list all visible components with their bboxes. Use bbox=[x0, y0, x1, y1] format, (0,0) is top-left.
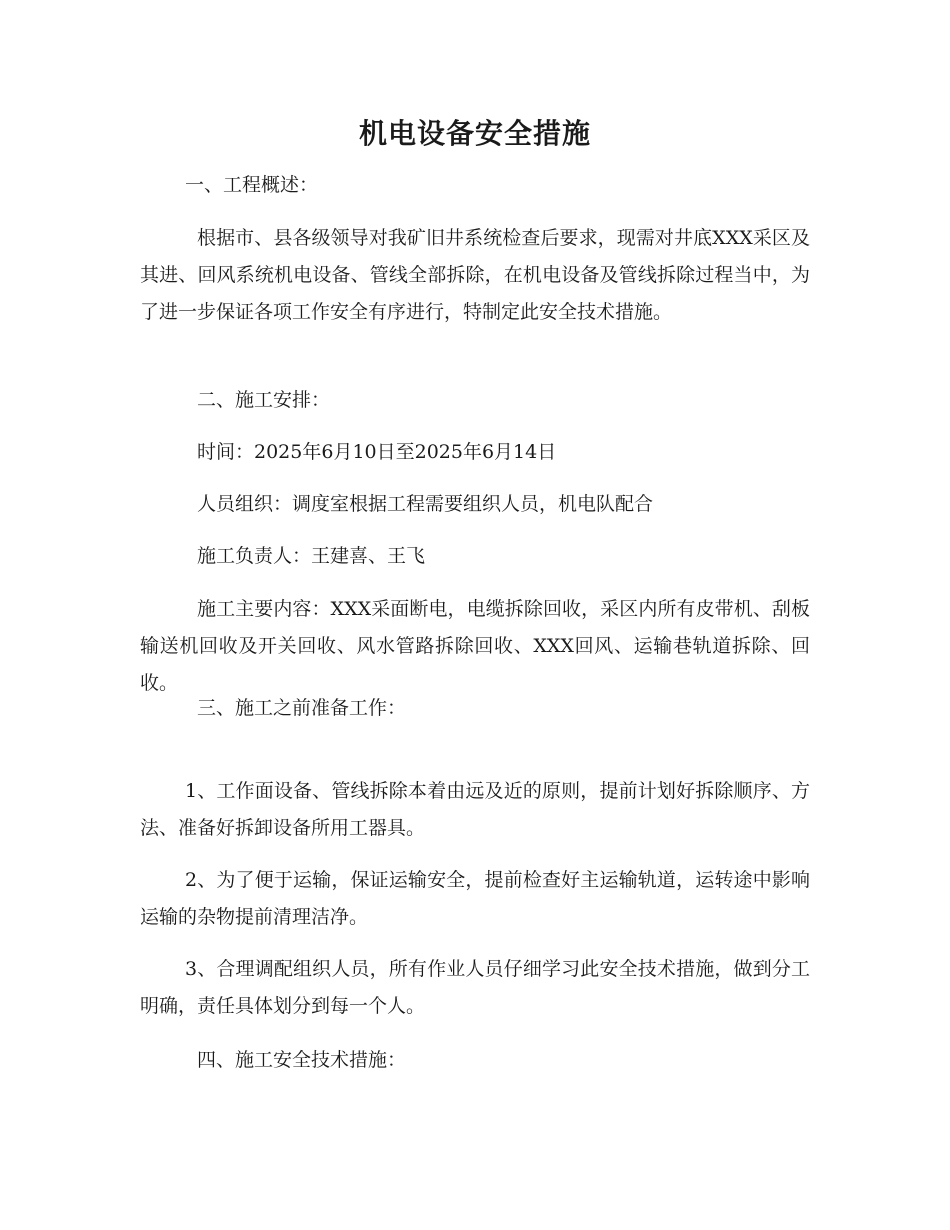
section-heading-overview: 一、工程概述： bbox=[185, 174, 319, 196]
staff-organization-line: 人员组织：调度室根据工程需要组织人员，机电队配合 bbox=[197, 493, 654, 515]
schedule-time-line: 时间：2025年6月10日至2025年6月14日 bbox=[197, 441, 557, 463]
section-heading-arrangement: 二、施工安排： bbox=[197, 389, 331, 411]
prep-item-2: 2、为了便于运输，保证运输安全，提前检查好主运输轨道，运转途中影响运输的杂物提前清理洁净。 bbox=[140, 869, 810, 928]
section-heading-preparation: 三、施工之前准备工作： bbox=[197, 697, 407, 719]
construction-leader-line: 施工负责人：王建喜、王飞 bbox=[197, 545, 426, 567]
prep-item-3: 3、合理调配组织人员，所有作业人员仔细学习此安全技术措施，做到分工明确，责任具体划分到每一个人。 bbox=[140, 958, 810, 1017]
section-heading-safety-measures: 四、施工安全技术措施： bbox=[197, 1049, 407, 1071]
overview-paragraph: 根据市、县各级领导对我矿旧井系统检查后要求，现需对井底XXX采区及其进、回风系统机电设备、管线全部拆除，在机电设备及管线拆除过程当中，为了进一步保证各项工作安全有序进行，特制定此安全技术措施。 bbox=[140, 227, 810, 323]
document-title: 机电设备安全措施 bbox=[358, 117, 591, 150]
prep-item-1: 1、工作面设备、管线拆除本着由远及近的原则，提前计划好拆除顺序、方法、准备好拆卸设备所用工器具。 bbox=[140, 780, 810, 839]
main-content-paragraph: 施工主要内容：XXX采面断电，电缆拆除回收，采区内所有皮带机、刮板输送机回收及开关回收、风水管路拆除回收、XXX回风、运输巷轨道拆除、回收。 bbox=[140, 598, 810, 694]
